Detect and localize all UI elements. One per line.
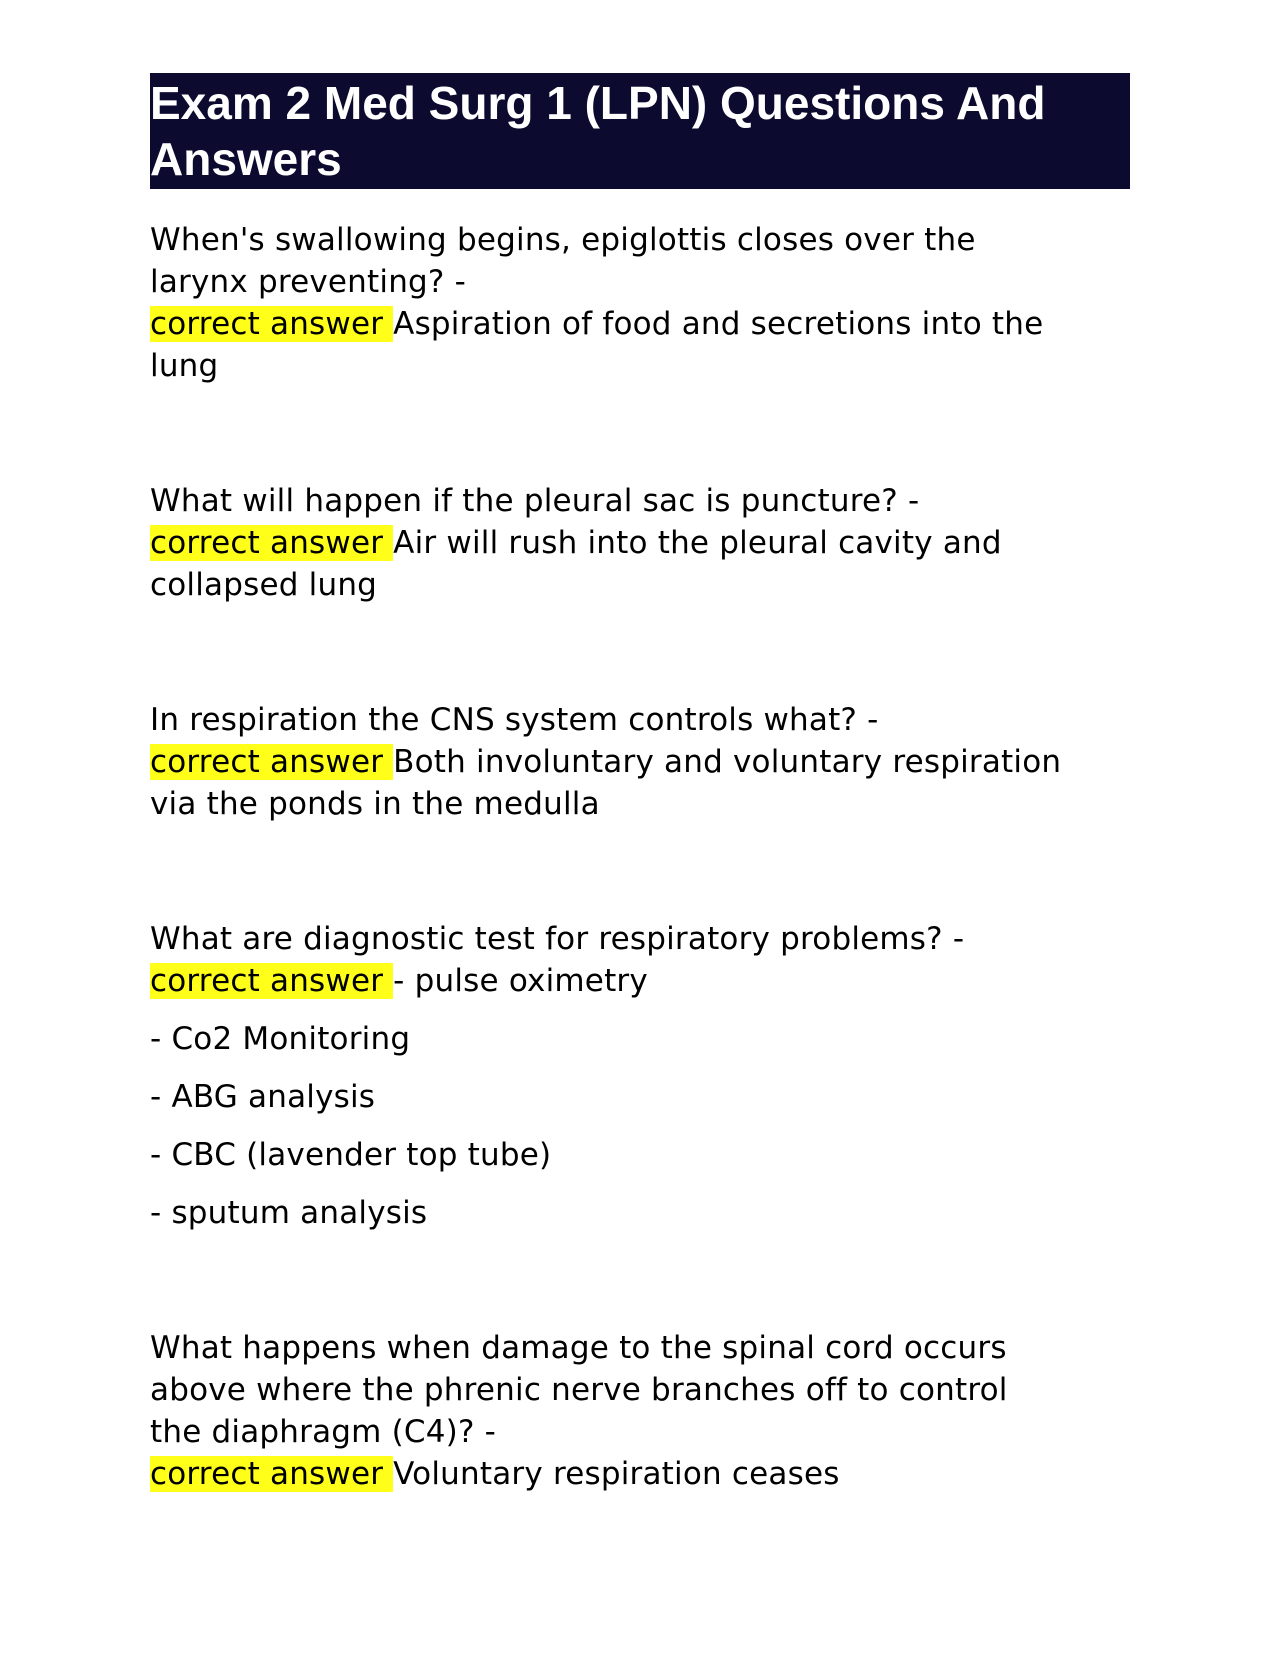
answer-text: - pulse oximetry: [393, 963, 648, 999]
correct-answer-highlight: correct answer: [150, 963, 393, 999]
document-title: [150, 73, 1130, 189]
document-title-line-2: Answers: [150, 133, 342, 185]
question-text: larynx preventing? -: [150, 264, 467, 300]
question-text: When's swallowing begins, epiglottis closes over the: [150, 222, 976, 258]
answer-text: Air will rush into the pleural cavity and: [393, 525, 1002, 561]
qa-item-1: [150, 219, 1130, 387]
correct-answer-highlight: correct answer: [150, 306, 393, 342]
correct-answer-highlight: correct answer: [150, 744, 393, 780]
question-text: What happens when damage to the spinal cord occurs: [150, 1330, 1007, 1366]
answer-text: Aspiration of food and secretions into the: [393, 306, 1044, 342]
answer-line: [150, 1453, 1130, 1495]
document-page: [150, 73, 1130, 1495]
question-text: above where the phrenic nerve branches off to control: [150, 1372, 1008, 1408]
answer-text-continued: lung: [150, 348, 219, 384]
qa-item-5: [150, 1327, 1130, 1495]
answer-line: [150, 522, 1130, 564]
document-title-line-1: Exam 2 Med Surg 1 (LPN) Questions And: [150, 77, 1046, 129]
list-item: - Co2 Monitoring: [150, 1021, 411, 1057]
answer-line: [150, 960, 1130, 1002]
diagnostic-test-list: [150, 1018, 1130, 1234]
correct-answer-highlight: correct answer: [150, 1456, 393, 1492]
answer-text: Both involuntary and voluntary respiration: [393, 744, 1062, 780]
question-text: What will happen if the pleural sac is puncture? -: [150, 483, 920, 519]
list-item: - sputum analysis: [150, 1195, 428, 1231]
correct-answer-highlight: correct answer: [150, 525, 393, 561]
answer-text-continued: collapsed lung: [150, 567, 378, 603]
list-item: - CBC (lavender top tube): [150, 1137, 552, 1173]
qa-item-4: [150, 918, 1130, 1002]
question-text: In respiration the CNS system controls what? -: [150, 702, 879, 738]
qa-item-2: [150, 480, 1130, 606]
answer-text: Voluntary respiration ceases: [393, 1456, 840, 1492]
answer-line: [150, 303, 1130, 345]
list-item: - ABG analysis: [150, 1079, 376, 1115]
answer-line: [150, 741, 1130, 783]
answer-text-continued: via the ponds in the medulla: [150, 786, 600, 822]
qa-item-3: [150, 699, 1130, 825]
question-text: the diaphragm (C4)? -: [150, 1414, 497, 1450]
question-text: What are diagnostic test for respiratory problems? -: [150, 921, 965, 957]
